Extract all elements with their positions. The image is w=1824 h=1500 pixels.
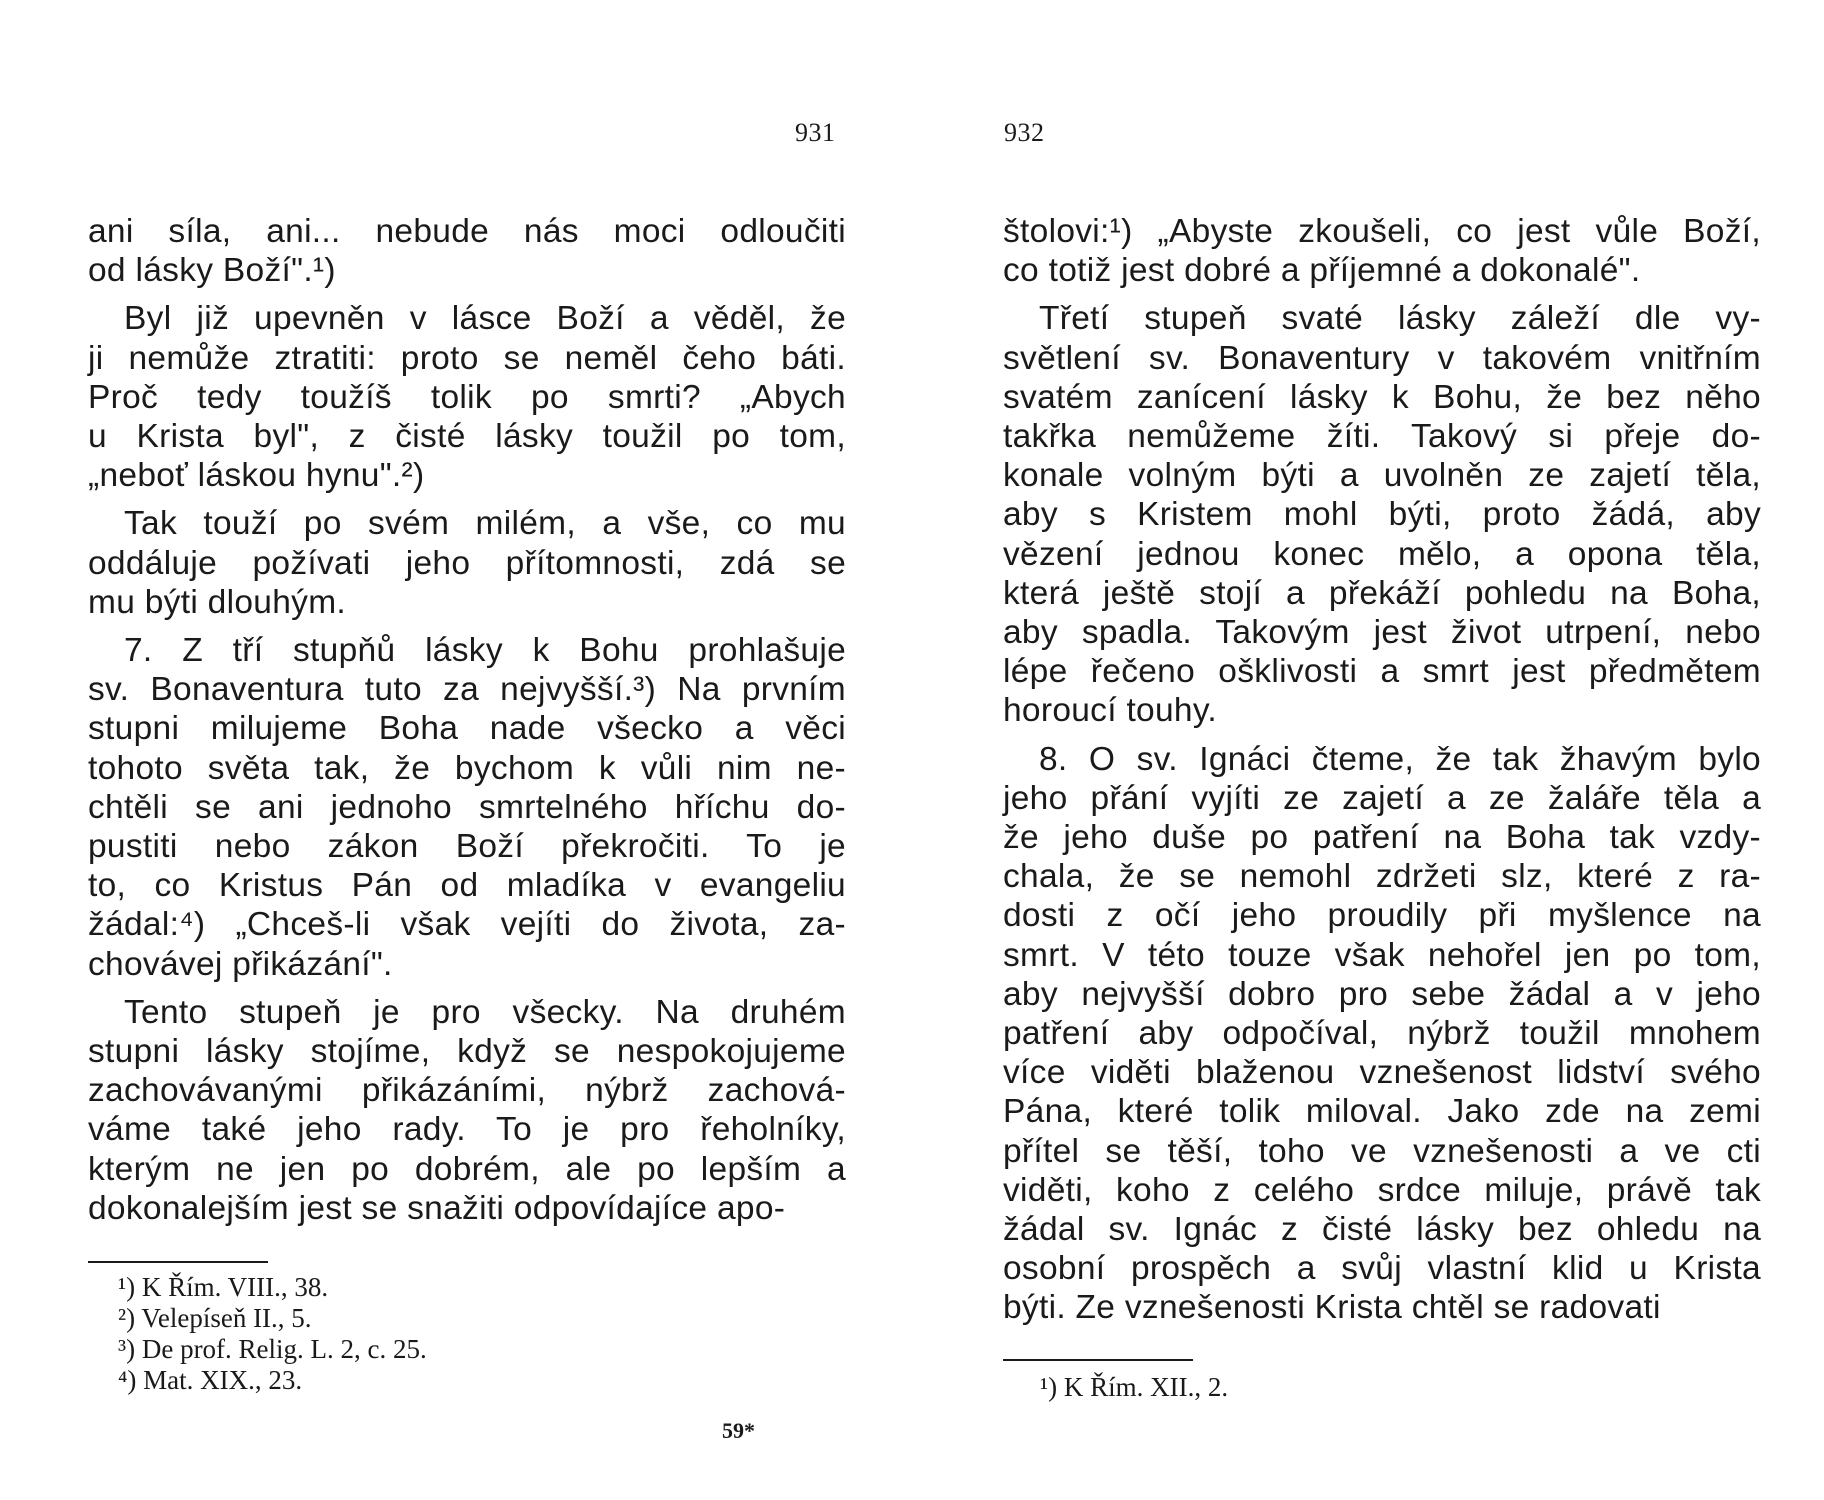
paragraph [88,299,846,495]
text-line: světlení sv. Bonaventury v takovém vnitřním [1003,339,1761,377]
text-line: konale volným býti a uvolněn ze zajetí těla, [1003,457,1761,495]
footnote: ³) De prof. Relig. L. 2, c. 25. [118,1334,427,1364]
text-line: žádal sv. Ignác z čisté lásky bez ohledu na [1003,1211,1761,1249]
text-line: stupni lásky stojíme, když se nespokojujeme [88,1033,846,1071]
text-line: Byl již upevněn v lásce Boží a věděl, že [124,300,846,338]
text-line: Třetí stupeň svaté lásky záleží dle vy- [1039,300,1761,338]
text-line: u Krista byl", z čisté lásky toužil po tom, [88,418,846,456]
text-line: Tento stupeň je pro všecky. Na druhém [124,993,846,1031]
text-line: aby nejvyšší dobro pro sebe žádal a v jeho [1003,975,1761,1013]
footnote: ²) Velepíseň II., 5. [118,1303,312,1333]
paragraph [88,993,846,1228]
page-number-right: 932 [1004,118,1045,147]
text-line: osobní prospěch a svůj vlastní klid u Krista [1003,1250,1761,1288]
text-line: aby spadla. Takovým jest život utrpení, nebo [1003,614,1761,652]
footnotes-right [1040,1372,1228,1403]
text-line: oddáluje požívati jeho přítomnosti, zdá se [88,544,846,582]
text-line: svatém zanícení lásky k Bohu, že bez něho [1003,378,1761,416]
text-line: žádal:⁴) „Chceš-li však vejíti do života, za- [88,906,846,944]
text-line: Proč tedy toužíš tolik po smrti? „Abych [88,378,846,416]
text-line: chtěli se ani jednoho smrtelného hříchu do- [88,788,846,826]
text-line: Tak touží po svém milém, a vše, co mu [124,505,846,543]
text-line: chovávej přikázání". [88,945,393,983]
printer-signature-mark: 59* [722,1418,755,1443]
text-line: „neboť láskou hynu".²) [88,457,425,495]
footnote-rule-right [1003,1359,1193,1361]
text-line: Pána, které tolik miloval. Jako zde na zemi [1003,1093,1761,1131]
left-page-text [88,212,846,1237]
text-line: lépe řečeno ošklivosti a smrt jest předmětem [1003,653,1761,691]
text-line: kterým ne jen po dobrém, ale po lepším a [88,1150,846,1188]
paragraph [1003,212,1761,290]
text-line: to, co Kristus Pán od mladíka v evangeliu [88,867,846,905]
right-page-text [1003,212,1761,1337]
text-line: pustiti nebo zákon Boží překročiti. To je [88,828,846,866]
text-line: býti. Ze vznešenosti Krista chtěl se radovati [1003,1289,1661,1327]
footnote-rule-left [88,1261,268,1263]
text-line: chala, že se nemohl zdržeti slz, které z ra- [1003,858,1761,896]
text-line: dosti z očí jeho proudily při myšlence na [1003,897,1761,935]
text-line: ani síla, ani... nebude nás moci odloučiti [88,213,846,250]
text-line: více viděti blaženou vznešenost lidství svého [1003,1054,1761,1092]
text-line: přítel se těší, toho ve vznešenosti a ve cti [1003,1132,1761,1170]
text-line: váme také jeho rady. To je pro řeholníky, [88,1111,846,1149]
text-line: co totiž jest dobré a příjemné a dokonalé". [1003,252,1641,290]
text-line: stupni milujeme Boha nade všecko a věci [88,710,846,748]
text-line: viděti, koho z celého srdce miluje, právě tak [1003,1171,1761,1209]
paragraph [88,631,846,984]
paragraph [1003,299,1761,730]
text-line: ji nemůže ztratiti: proto se neměl čeho báti. [88,339,846,377]
text-line: vězení jednou konec mělo, a opona těla, [1003,535,1761,573]
text-line: štolovi:¹) „Abyste zkoušeli, co jest vůle Boží, [1003,213,1761,250]
text-line: takřka nemůžeme žíti. Takový si přeje do- [1003,418,1761,456]
text-line: že jeho duše po patření na Boha tak vzdy- [1003,819,1761,857]
text-line: tohoto světa tak, že bychom k vůli nim ne- [88,749,846,787]
footnotes-left [118,1272,427,1396]
text-line: mu býti dlouhým. [88,583,347,621]
text-line: patření aby odpočíval, nýbrž toužil mnohem [1003,1015,1761,1053]
text-line: smrt. V této touze však nehořel jen po tom, [1003,936,1761,974]
footnote: ⁴) Mat. XIX., 23. [118,1365,303,1395]
text-line: sv. Bonaventura tuto za nejvyšší.³) Na prvním [88,671,846,709]
text-line: která ještě stojí a překáží pohledu na Boha, [1003,574,1761,612]
page-number-left: 931 [795,118,836,147]
text-line: jeho přání vyjíti ze zajetí a ze žaláře těla a [1003,779,1761,817]
text-line: 8. O sv. Ignáci čteme, že tak žhavým bylo [1039,740,1761,778]
text-line: od lásky Boží".¹) [88,252,336,290]
footnote: ¹) K Řím. XII., 2. [1040,1372,1229,1402]
text-line: zachovávanými přikázáními, nýbrž zachová- [88,1072,846,1110]
text-line: aby s Kristem mohl býti, proto žádá, aby [1003,496,1761,534]
text-line: horoucí touhy. [1003,692,1218,730]
paragraph [88,212,846,290]
text-line: dokonalejším jest se snažiti odpovídajíce apo- [88,1189,786,1227]
paragraph [1003,740,1761,1328]
text-line: 7. Z tří stupňů lásky k Bohu prohlašuje [124,632,846,670]
paragraph [88,504,846,622]
footnote: ¹) K Řím. VIII., 38. [118,1272,329,1302]
